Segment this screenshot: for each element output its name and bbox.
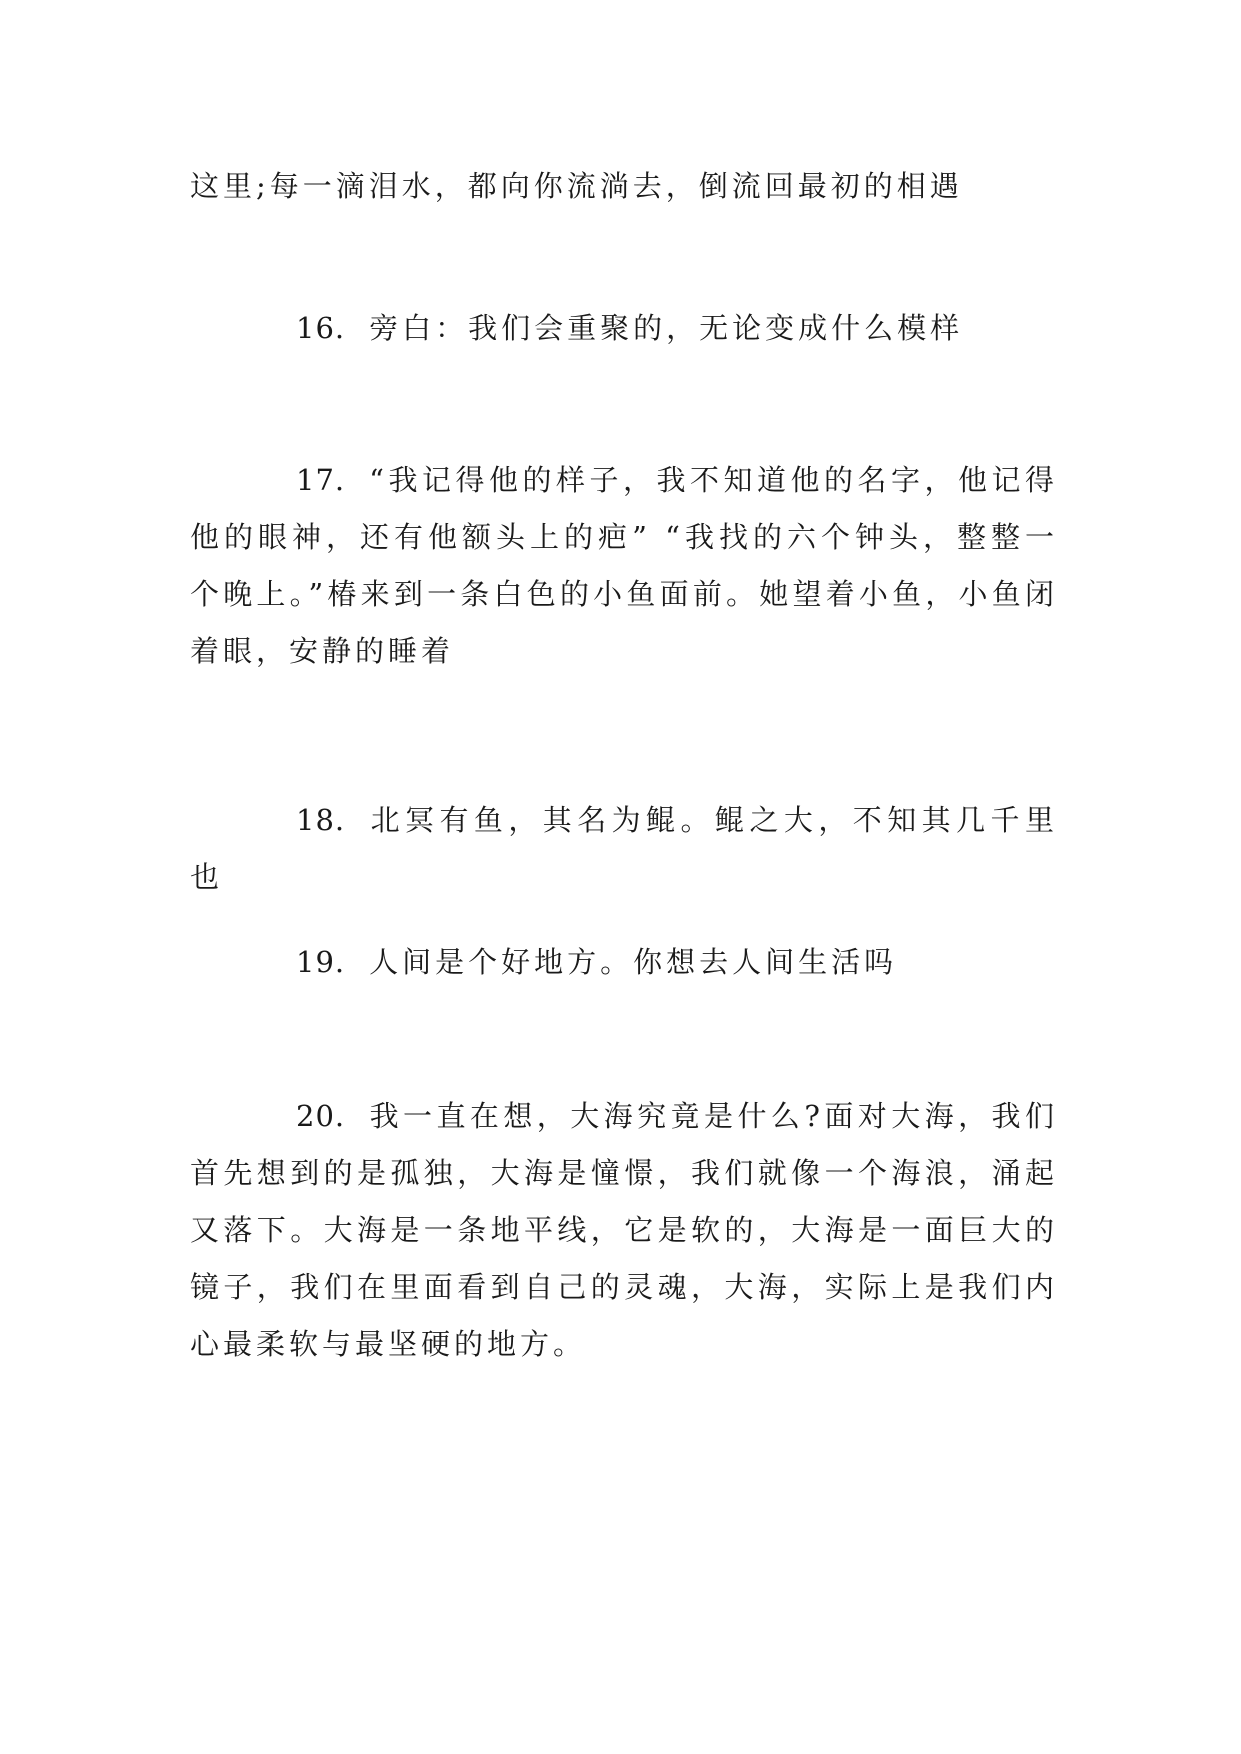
paragraph-16 [190,300,1058,357]
paragraph-number: 17. [296,463,346,497]
paragraph-text: 我一直在想，大海究竟是什么?面对大海，我们首先想到的是孤独，大海是憧憬，我们就像一个海浪，涌起又落下。大海是一条地平线，它是软的，大海是一面巨大的镜子，我们在里面看到自己的灵魂，大海，实际上是我们内心最柔软与最坚硬的地方。 [190,1099,1058,1361]
paragraph-text: 这里;每一滴泪水，都向你流淌去，倒流回最初的相遇 [190,169,963,203]
paragraph-17 [190,452,1058,680]
paragraph-19 [190,934,1058,991]
paragraph-number: 19. [296,945,346,979]
paragraph-20 [190,1088,1058,1373]
paragraph-number: 20. [296,1099,346,1133]
paragraph-text: “我记得他的样子，我不知道他的名字，他记得他的眼神，还有他额头上的疤” “我找的六个钟头，整整一个晚上。”椿来到一条白色的小鱼面前。她望着小鱼，小鱼闭着眼，安静的睡着 [190,463,1058,668]
paragraph-18 [190,792,1058,906]
paragraph-text: 人间是个好地方。你想去人间生活吗 [369,945,898,979]
paragraph-text: 北冥有鱼，其名为鲲。鲲之大，不知其几千里也 [190,803,1058,894]
paragraph-number: 18. [296,803,346,837]
paragraph-text: 旁白：我们会重聚的，无论变成什么模样 [369,311,964,345]
paragraph-number: 16. [296,311,346,345]
paragraph-continued [190,158,1058,215]
